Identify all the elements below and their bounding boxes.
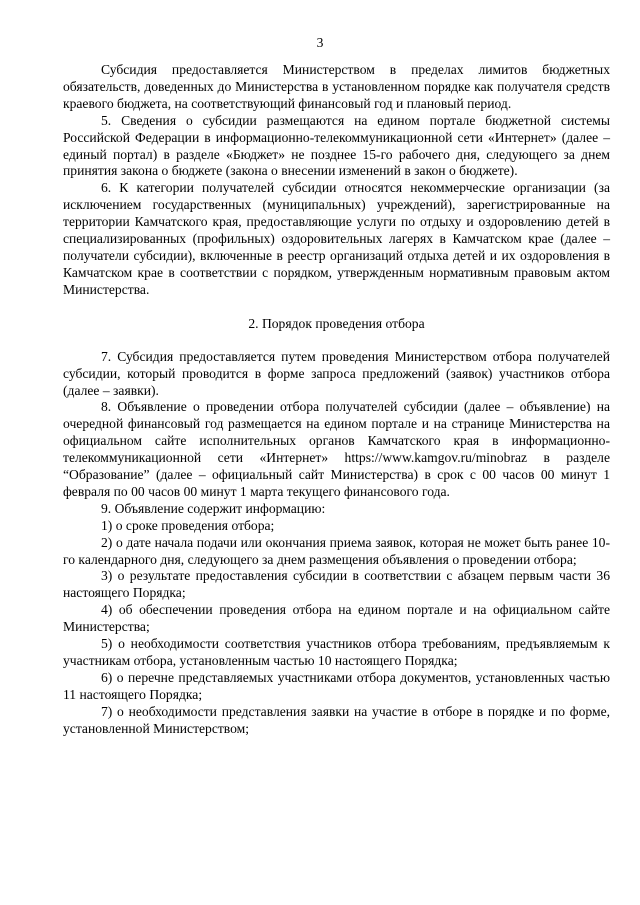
section-heading: 2. Порядок проведения отбора — [248, 315, 425, 331]
page-number: 3 — [316, 35, 324, 50]
document-body — [63, 62, 610, 738]
list-item-7: 7) о необходимости представления заявки на участие в отборе в порядке и по форме, установленной Министерством; — [63, 703, 610, 736]
list-item-6: 6) о перечне представляемых участниками отбора документов, установленных частью 11 настоящего Порядка; — [63, 669, 610, 702]
list-item-2: 2) о дате начала подачи или окончания приема заявок, которая не может быть ранее 10-го календарного дня, следующего за днем размещения объявления о проведении отбора; — [63, 534, 610, 567]
paragraph-8: 8. Объявление о проведении отбора получателей субсидии (далее – объявление) на очередной финансовый год размещается на едином портале и на странице Министерства на официальном сайте исполнительных органов Камчатского края в информационно-телекоммуникационной сети «Интернет» https://www.kamgov.ru/minobraz в разделе “Образование” (далее – официальный сайт Министерства) в срок с 00 часов 00 минут 1 февраля по 00 часов 00 минут 1 марта текущего финансового года. — [63, 399, 610, 499]
list-item-4: 4) об обеспечении проведения отбора на едином портале и на официальном сайте Министерства; — [63, 602, 610, 635]
paragraph-7: 7. Субсидия предоставляется путем проведения Министерством отбора получателей субсидии, который проводится в форме запроса предложений (заявок) участников отбора (далее – заявки). — [63, 348, 610, 398]
list-item-3: 3) о результате предоставления субсидии в соответствии с абзацем первым части 36 настоящего Порядка; — [63, 568, 610, 601]
paragraph-5: 5. Сведения о субсидии размещаются на едином портале бюджетной системы Российской Федерации в информационно-телекоммуникационной сети «Интернет» (далее – единый портал) в разделе «Бюджет» не позднее 15-го рабочего дня, следующего за днем принятия закона о бюджете (закона о внесении изменений в закон о бюджете). — [63, 112, 610, 179]
list-item-1: 1) о сроке проведения отбора; — [101, 517, 275, 533]
paragraph-6: 6. К категории получателей субсидии относятся некоммерческие организации (за исключением государственных (муниципальных) учреждений), зарегистрированные на территории Камчатского края, предоставляющие услуги по отдыху и оздоровлению детей в специализированных (профильных) оздоровительных лагерях в Камчатском крае (далее – получатели субсидии), включенные в реестр организаций отдыха детей и их оздоровления в Камчатском крае в соответствии с порядком, утвержденным нормативным правовым актом Министерства. — [63, 180, 610, 297]
paragraph-9: 9. Объявление содержит информацию: — [101, 500, 326, 516]
paragraph-subsidy-limits: Субсидия предоставляется Министерством в пределах лимитов бюджетных обязательств, доведенных до Министерства в установленном порядке как получателя средств краевого бюджета, на соответствующий финансовый год и плановый период. — [63, 62, 610, 111]
list-item-5: 5) о необходимости соответствия участников отбора требованиям, предъявляемым к участникам отбора, установленным частью 10 настоящего Порядка; — [63, 636, 610, 668]
